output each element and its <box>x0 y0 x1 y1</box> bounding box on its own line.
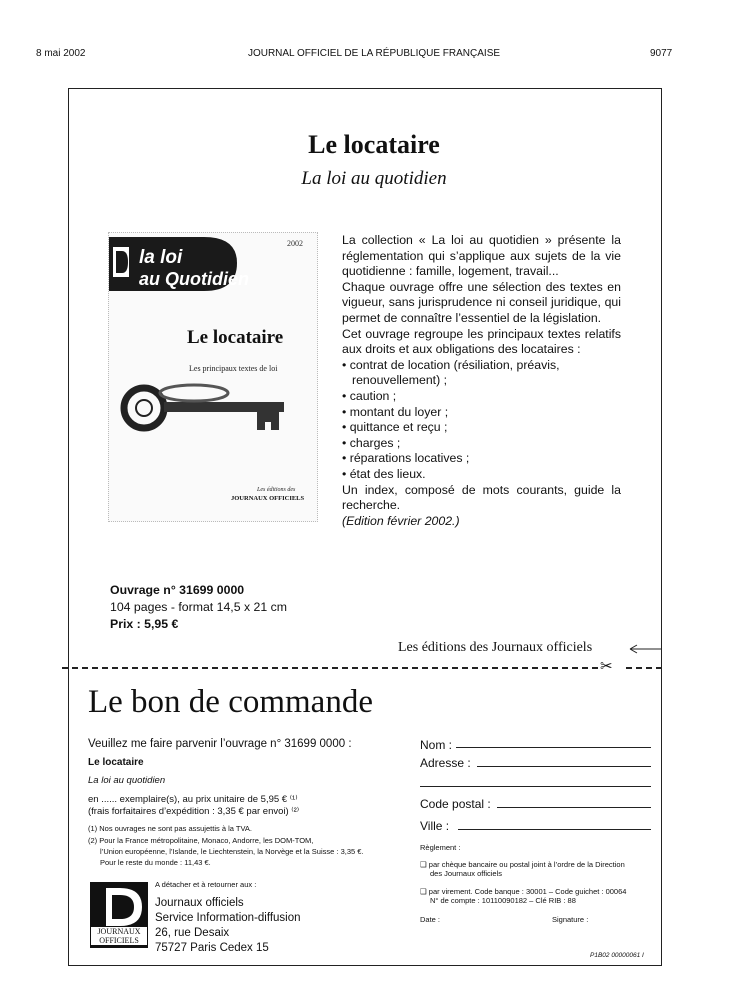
description-selection: Chaque ouvrage offre une sélection des textes en vigueur, sans jurisprudence ni conseil juridique, qui permet de connaître l’essentiel de la législation. <box>342 279 621 325</box>
cover-subtitle: Les principaux textes de loi <box>189 364 278 373</box>
book-description <box>342 233 621 529</box>
footnote-2c: Pour le reste du monde : 11,43 €. <box>100 858 211 867</box>
list-item: • réparations locatives ; <box>342 451 470 466</box>
adresse-label: Adresse : <box>420 756 471 770</box>
payment-option-cheque[interactable]: ❑ par chèque bancaire ou postal joint à l’ordre de la Direction <box>420 860 625 869</box>
description-contents: Cet ouvrage regroupe les principaux textes relatifs aux droits et aux obligations des locataires : <box>342 326 621 357</box>
logo-mark-icon <box>90 884 148 928</box>
address-line: 26, rue Desaix <box>155 927 230 939</box>
description-intro: La collection « La loi au quotidien » présente la réglementation qui s’applique aux sujets de la vie quotidienne : famille, logement, travail... <box>342 233 621 279</box>
signature-label: Signature : <box>552 915 589 924</box>
cover-publisher-line2: JOURNAUX OFFICIELS <box>231 495 305 502</box>
footnote-2a: (2) Pour la France métropolitaine, Monaco, Andorre, les DOM-TOM, <box>88 836 314 845</box>
scissors-icon: ✂ <box>600 658 613 675</box>
address-line: Service Information-diffusion <box>155 912 301 924</box>
list-item: • état des lieux. <box>342 466 426 481</box>
topic-list <box>342 358 621 483</box>
footnote-2b: l’Union européenne, l’Islande, le Liechtenstein, la Norvège et la Suisse : 3,35 €. <box>100 847 364 856</box>
logo-line-1: JOURNAUX <box>97 927 141 936</box>
payment-option-cheque-line2: des Journaux officiels <box>430 869 502 878</box>
book-reference: Ouvrage n° 31699 0000 <box>110 583 245 597</box>
key-icon <box>124 385 284 430</box>
cover-title: Le locataire <box>187 327 284 348</box>
order-intro: Veuillez me faire parvenir l’ouvrage n° 31699 0000 : <box>88 738 352 750</box>
return-address <box>155 896 301 956</box>
publisher-name: Les éditions des Journaux officiels <box>398 640 593 655</box>
footnote-1: (1) Nos ouvrages ne sont pas assujettis à la TVA. <box>88 824 252 833</box>
adresse-input-line2[interactable] <box>420 786 651 787</box>
date-label: Date : <box>420 915 441 924</box>
logo-line-2: OFFICIELS <box>99 936 139 945</box>
cover-artwork <box>109 233 318 522</box>
code-postal-label: Code postal : <box>420 797 491 811</box>
list-item: • contrat de location (résiliation, préavis, renouvellement) ; <box>342 357 560 388</box>
adresse-input[interactable] <box>477 766 651 767</box>
list-item: • charges ; <box>342 435 401 450</box>
book-subtitle: La loi au quotidien <box>301 168 447 189</box>
journaux-officiels-logo <box>90 882 148 948</box>
ville-input[interactable] <box>458 829 651 830</box>
nom-label: Nom : <box>420 738 453 752</box>
reglement-label: Règlement : <box>420 843 461 852</box>
book-price: Prix : 5,95 € <box>110 617 179 631</box>
cover-series-line2: au Quotidien <box>139 269 249 289</box>
edition-note: (Edition février 2002.) <box>342 513 460 528</box>
form-code: P1B02 00000061 I <box>590 952 644 959</box>
order-form-title: Le bon de commande <box>88 684 373 720</box>
order-series: La loi au quotidien <box>88 775 166 786</box>
address-line: Journaux officiels <box>155 897 244 909</box>
cut-line <box>62 667 598 669</box>
order-book-title: Le locataire <box>88 757 144 768</box>
payment-option-virement[interactable]: ❑ par virement. Code banque : 30001 – Code guichet : 00064 <box>420 887 627 896</box>
list-item: • quittance et reçu ; <box>342 420 448 435</box>
header-date: 8 mai 2002 <box>36 48 86 59</box>
payment-option-virement-line2: N° de compte : 10110090182 – Clé RIB : 88 <box>430 896 576 905</box>
nom-input[interactable] <box>456 747 651 748</box>
arrow-left-icon <box>628 642 662 656</box>
order-quantity-line: en ...... exemplaire(s), au prix unitaire de 5,95 € ⁽¹⁾ <box>88 794 298 805</box>
header-journal: JOURNAL OFFICIEL DE LA RÉPUBLIQUE FRANÇAISE <box>247 48 501 59</box>
code-postal-input[interactable] <box>497 807 651 808</box>
book-format: 104 pages - format 14,5 x 21 cm <box>110 600 288 614</box>
cut-line-end <box>626 667 662 669</box>
ville-label: Ville : <box>420 819 450 833</box>
header-page-number: 9077 <box>650 48 673 59</box>
address-line: 75727 Paris Cedex 15 <box>155 942 269 954</box>
book-title: Le locataire <box>308 130 440 159</box>
list-item: • caution ; <box>342 388 397 403</box>
cover-year: 2002 <box>287 239 303 248</box>
list-item: • montant du loyer ; <box>342 404 449 419</box>
book-cover <box>108 232 318 522</box>
order-shipping-line: (frais forfaitaires d’expédition : 3,35 € par envoi) ⁽²⁾ <box>88 806 300 817</box>
cover-publisher-line1: Les éditions des <box>257 487 296 493</box>
detach-instruction: A détacher et à retourner aux : <box>155 880 257 889</box>
description-index: Un index, composé de mots courants, guide la recherche. <box>342 482 621 513</box>
cover-series-line1: la loi <box>139 247 183 268</box>
